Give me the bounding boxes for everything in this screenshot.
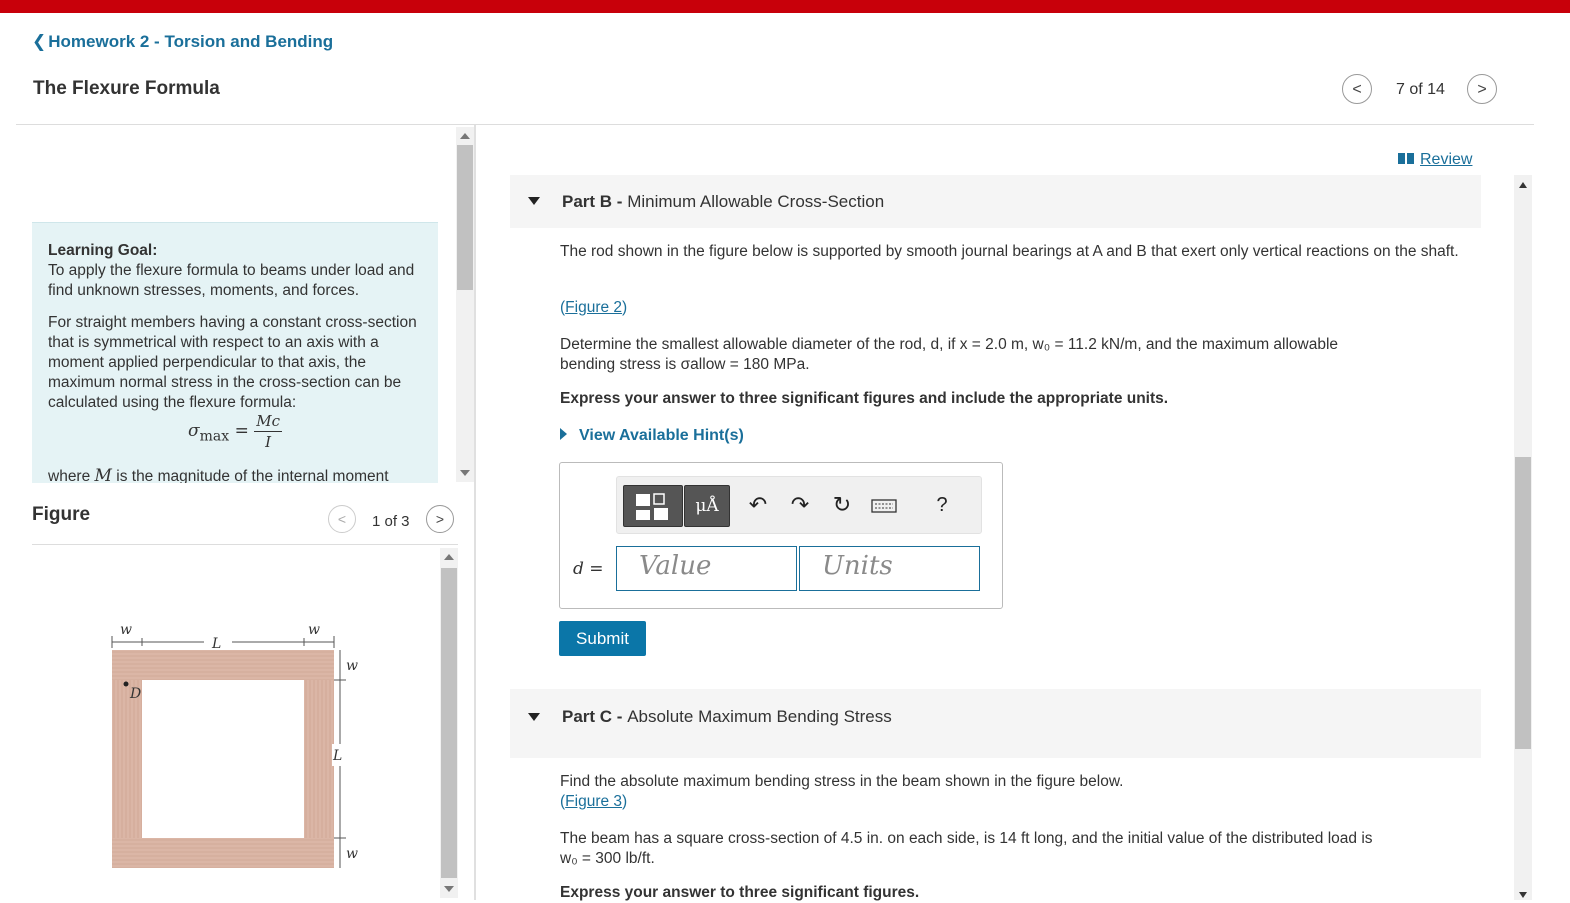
part-b-title-text: Minimum Allowable Cross-Section bbox=[627, 192, 885, 211]
chevron-right-icon: > bbox=[1477, 81, 1487, 98]
goal-scrollbar[interactable] bbox=[456, 127, 474, 482]
bottom-board bbox=[112, 838, 334, 868]
next-problem-button[interactable] bbox=[1467, 74, 1497, 104]
figure-pager bbox=[328, 505, 460, 533]
formula-fraction bbox=[254, 411, 282, 452]
answer-box bbox=[559, 462, 1003, 609]
scrollbar-thumb[interactable] bbox=[457, 145, 473, 290]
figure-pager-text: 1 of 3 bbox=[372, 513, 410, 530]
reset-icon[interactable]: ↻ bbox=[832, 492, 852, 517]
undo-icon[interactable]: ↶ bbox=[748, 492, 768, 517]
figure-2-link[interactable]: Figure 2 bbox=[565, 299, 623, 316]
learning-goal-paragraph bbox=[48, 241, 422, 301]
chevron-left-icon: < bbox=[337, 511, 347, 527]
hint-label: View Available Hint(s) bbox=[579, 427, 744, 444]
scroll-down-icon[interactable] bbox=[444, 886, 454, 892]
problem-pager bbox=[1342, 73, 1502, 105]
review-label: Review bbox=[1420, 151, 1473, 168]
help-button[interactable]: ? bbox=[936, 494, 948, 516]
formula-subscript: max bbox=[199, 428, 230, 445]
right-board bbox=[304, 680, 334, 838]
part-b-description: The rod shown in the figure below is supported by smooth journal bearings at A and B that exert only vertical reactions on the shaft. bbox=[560, 243, 1459, 260]
answer-label-text: d = bbox=[573, 559, 604, 579]
brand-topbar bbox=[0, 0, 1570, 13]
learning-goal-title: Learning Goal: bbox=[48, 242, 158, 259]
box-beam-cross-section-figure bbox=[104, 618, 374, 878]
label-d: D bbox=[130, 686, 142, 702]
main-scrollbar[interactable] bbox=[1514, 175, 1532, 900]
part-b-question-line2: bending stress is σallow = 180 MPa. bbox=[560, 356, 810, 373]
back-link-label: Homework 2 - Torsion and Bending bbox=[48, 32, 334, 51]
chevron-right-icon: > bbox=[435, 511, 445, 527]
part-c-description: Find the absolute maximum bending stress in the beam shown in the figure below. bbox=[560, 773, 1124, 790]
flexure-description: For straight members having a constant cross-section that is symmetrical with respect to an axis with a moment applied perpendicular to that axis, the maximum normal stress in the cross-section can be calculated using the flexure formula: bbox=[48, 314, 417, 411]
part-b-question bbox=[560, 335, 1480, 375]
scroll-up-icon[interactable] bbox=[1519, 182, 1527, 188]
keyboard-glyph bbox=[869, 485, 899, 525]
scroll-up-icon[interactable] bbox=[460, 133, 470, 139]
where-text-start: where bbox=[48, 468, 95, 483]
part-b-label: Part B bbox=[562, 192, 613, 211]
view-hints-toggle[interactable] bbox=[560, 427, 744, 445]
part-c-question-line2: w₀ = 300 lb/ft. bbox=[560, 850, 655, 867]
where-text bbox=[48, 466, 422, 483]
label-w-right-top: w bbox=[346, 658, 358, 674]
part-b-title: Part B - Minimum Allowable Cross-Section bbox=[562, 192, 885, 211]
part-b-instructions: Express your answer to three significant figures and include the appropriate units. bbox=[560, 390, 1169, 407]
label-w-top-right: w bbox=[308, 622, 320, 638]
part-c-instructions: Express your answer to three significant figures. bbox=[560, 884, 920, 901]
previous-problem-button[interactable] bbox=[1342, 74, 1372, 104]
part-c-question-line1: The beam has a square cross-section of 4.5 in. on each side, is 14 ft long, and the initial value of the distributed load is bbox=[560, 830, 1373, 847]
back-to-assignment-link[interactable] bbox=[32, 32, 333, 52]
math-toolbar bbox=[616, 476, 982, 534]
units-input[interactable]: Units bbox=[799, 546, 980, 591]
part-c-title-text: Absolute Maximum Bending Stress bbox=[627, 707, 892, 726]
templates-button[interactable] bbox=[623, 485, 683, 527]
label-l-right: L bbox=[333, 748, 343, 764]
chevron-left-icon: ❮ bbox=[32, 32, 47, 51]
where-text-end: is the magnitude of the internal moment bbox=[111, 468, 389, 483]
where-text-var: M bbox=[94, 466, 112, 483]
part-c-figure-link[interactable]: (Figure 3) bbox=[560, 793, 628, 810]
pane-divider bbox=[474, 125, 476, 900]
book-icon bbox=[1398, 153, 1414, 164]
figure-heading: Figure bbox=[32, 504, 91, 525]
figure-3-link[interactable]: Figure 3 bbox=[565, 793, 623, 810]
problem-pager-text: 7 of 14 bbox=[1396, 81, 1445, 98]
scrollbar-thumb[interactable] bbox=[441, 568, 457, 878]
part-b-header[interactable] bbox=[510, 175, 1481, 228]
templates-icon bbox=[624, 486, 682, 526]
collapse-triangle-icon[interactable] bbox=[528, 197, 540, 205]
figure-scrollbar[interactable] bbox=[440, 548, 458, 898]
scroll-up-icon[interactable] bbox=[444, 554, 454, 560]
submit-button[interactable]: Submit bbox=[559, 621, 646, 656]
point-d-marker bbox=[124, 682, 129, 687]
learning-goal-box bbox=[32, 222, 438, 483]
left-board bbox=[112, 680, 142, 838]
keyboard-icon[interactable] bbox=[869, 485, 899, 525]
label-w-right-bottom: w bbox=[346, 846, 358, 862]
value-input[interactable]: Value bbox=[616, 546, 797, 591]
part-b-question-line1: Determine the smallest allowable diameter of the rod, d, if x = 2.0 m, w₀ = 11.2 kN/m, and the maximum allowable bbox=[560, 336, 1339, 353]
scrollbar-thumb[interactable] bbox=[1515, 457, 1531, 749]
formula-numerator: Mc bbox=[256, 412, 280, 430]
figure-divider bbox=[32, 544, 458, 545]
part-c-label: Part C bbox=[562, 707, 613, 726]
page-title: The Flexure Formula bbox=[33, 78, 220, 99]
part-c-question bbox=[560, 829, 1480, 869]
answer-label bbox=[573, 558, 604, 579]
part-b-figure-link[interactable]: (Figure 2) bbox=[560, 299, 628, 316]
units-symbols-button[interactable]: μÅ bbox=[684, 485, 730, 527]
previous-figure-button[interactable] bbox=[328, 505, 356, 533]
part-c-header[interactable] bbox=[510, 689, 1481, 758]
flexure-formula: $\sigma_{max}$ = $\frac{Mc}{I}$ bbox=[188, 412, 280, 451]
formula-sigma: σ bbox=[188, 421, 200, 441]
expand-triangle-icon bbox=[560, 428, 567, 440]
learning-goal-text: To apply the flexure formula to beams under load and find unknown stresses, moments, and forces. bbox=[48, 262, 415, 299]
review-link[interactable] bbox=[1398, 151, 1472, 169]
chevron-left-icon: < bbox=[1352, 81, 1362, 98]
next-figure-button[interactable] bbox=[426, 505, 454, 533]
part-c-title: Part C - Absolute Maximum Bending Stress bbox=[562, 707, 892, 726]
scroll-down-icon[interactable] bbox=[1519, 892, 1527, 898]
top-board bbox=[112, 650, 334, 680]
redo-icon[interactable]: ↷ bbox=[790, 492, 810, 517]
scroll-down-icon[interactable] bbox=[460, 470, 470, 476]
label-w-top-left: w bbox=[120, 622, 132, 638]
collapse-triangle-icon[interactable] bbox=[528, 713, 540, 721]
formula-denominator: I bbox=[265, 433, 272, 451]
label-l-top: L bbox=[212, 636, 222, 652]
